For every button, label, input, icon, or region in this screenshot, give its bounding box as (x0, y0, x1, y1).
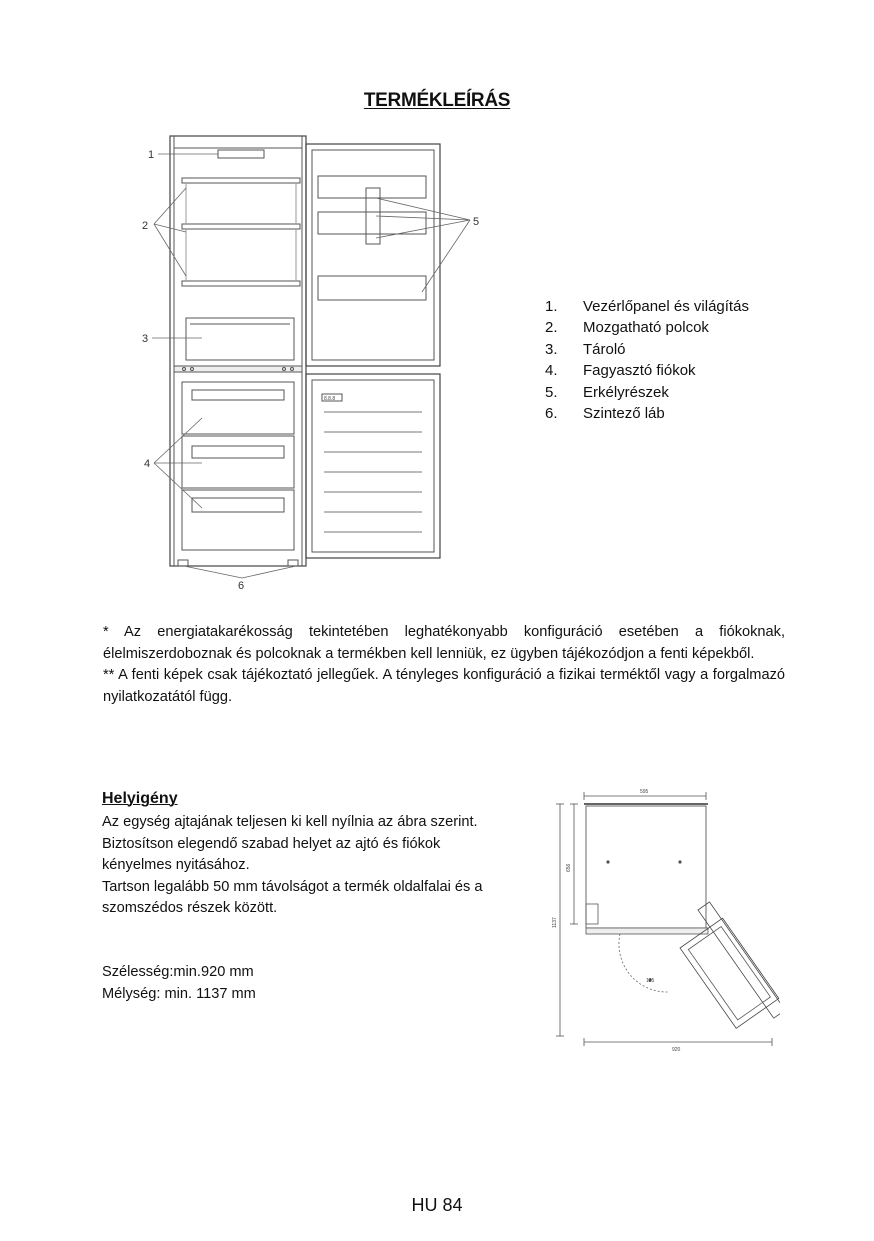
depth-requirement: Mélység: min. 1137 mm (102, 985, 256, 1002)
width-requirement: Szélesség:min.920 mm (102, 964, 254, 980)
list-item: 3. Tároló (545, 340, 626, 358)
space-requirement-text: Az egység ajtajának teljesen ki kell nyílnia az ábra szerint. Biztosítson elegendő szabad helyet az ajtó és fiókok kényelmes nyitásához. Tartson legalább 50 mm távolságot a termék oldalfalai és a szomszédos részek között. (102, 814, 483, 916)
shelf (182, 281, 300, 286)
control-panel (218, 150, 264, 158)
open-door (698, 902, 780, 1018)
door-swing-arc (619, 934, 668, 992)
refrigerator-diagram (130, 128, 500, 594)
list-item: 6. Szintező láb (545, 405, 665, 423)
list-item: 1. Vezérlőpanel és világítás (545, 298, 749, 315)
list-item: 4. Fagyasztó fiókok (545, 362, 696, 380)
page-number: HU 84 (411, 1195, 463, 1215)
parts-list (545, 296, 749, 424)
fridge-outline (586, 806, 706, 928)
disclaimer-note: ** A fenti képek csak tájékoztató jellegűek. A tényleges konfiguráció a fizikai terméktől vagy a forgalmazó nyilatkozatától függ. (103, 667, 785, 705)
shelf (182, 224, 300, 229)
callout-5: 5 (473, 216, 480, 228)
callout-4: 4 (144, 458, 151, 470)
callout-3: 3 (142, 333, 149, 345)
freezer-drawer (182, 490, 294, 550)
callout-2: 2 (142, 220, 149, 232)
dim-top: 595 (640, 789, 649, 795)
shelf (182, 178, 300, 183)
minimum-dimensions (102, 962, 256, 1005)
dim-left-inner: 656 (566, 863, 572, 872)
space-requirement-title: Helyigény (102, 790, 178, 807)
door-balcony (318, 212, 426, 234)
freezer-drawer (182, 436, 294, 488)
energy-note: * Az energiatakarékosság tekintetében leghatékonyabb konfiguráció esetében a fiókoknak, élelmiszerdoboznak és polcoknak a termékben kell lenniük, ez ügyben tájékozódjon a fenti képekből. (103, 624, 785, 662)
page-title: TERMÉKLEÍRÁS (363, 90, 511, 111)
list-item: 5. Erkélyrészek (545, 383, 669, 401)
fridge-door (306, 144, 440, 366)
callout-6: 6 (238, 580, 245, 592)
door-balcony (318, 276, 426, 300)
display-label: 8.8.8 (324, 396, 336, 402)
list-item: 2. Mozgatható polcok (545, 319, 709, 337)
dim-angle: 125 (646, 978, 655, 984)
clearance-plan-diagram (550, 786, 780, 1054)
open-drawer (680, 918, 779, 1028)
door-balcony (318, 176, 426, 198)
dim-bottom: 920 (672, 1047, 681, 1053)
callout-1: 1 (148, 149, 155, 161)
dim-left-outer: 1137 (552, 917, 558, 928)
cabinet-body (170, 136, 306, 566)
